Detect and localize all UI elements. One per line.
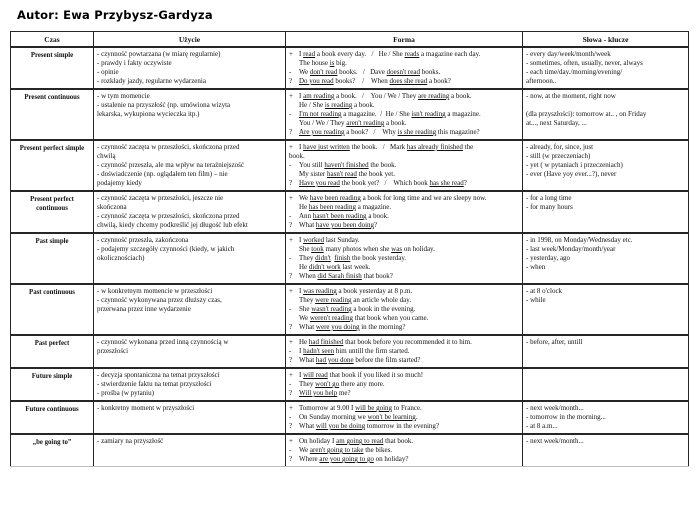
table-row xyxy=(11,47,689,89)
forma-line xyxy=(289,110,519,119)
underlined-phrase: didn't xyxy=(315,254,331,262)
underlined-phrase: reads xyxy=(404,50,420,58)
underlined-phrase: finish xyxy=(334,254,351,262)
underlined-phrase: aren't going to take xyxy=(309,446,364,454)
forma-sign: + xyxy=(289,194,293,202)
forma-text: They didn't finish the book yesterday. xyxy=(299,254,407,262)
forma-sign: + xyxy=(289,92,293,100)
keyword-line: - sometimes, often, usually, never, always xyxy=(526,59,643,67)
forma-sign: + xyxy=(289,143,293,151)
forma-line xyxy=(289,422,519,431)
underlined-phrase: read xyxy=(303,50,316,58)
keywords-cell xyxy=(523,284,689,335)
usage-line: - podajemy szczegóły czynności (kiedy, w jakich xyxy=(97,245,235,253)
forma-text: What have you been doing? xyxy=(299,221,378,229)
usage-line: - czynność zaczęta w przeszłości, skończona przed xyxy=(97,143,240,151)
forma-sign: ? xyxy=(289,389,293,397)
keyword-line: - every day/week/month/week xyxy=(526,50,611,58)
forma-line xyxy=(289,245,519,254)
underlined-phrase: I'm not reading xyxy=(299,110,342,118)
underlined-phrase: worked xyxy=(303,236,325,244)
forma-sign: + xyxy=(289,404,293,412)
usage-line: - decyzja spontaniczna na temat przyszłości xyxy=(97,371,220,379)
forma-text: Have you read the book yet? / Which book has she read? xyxy=(299,179,467,187)
forma-sign: - xyxy=(289,347,292,355)
forma-line xyxy=(289,236,519,245)
forma-text: When did Sarah finish that book? xyxy=(299,272,393,280)
underlined-phrase: have been reading xyxy=(309,194,361,202)
forma-sign: + xyxy=(289,50,293,58)
forma-line xyxy=(289,323,519,332)
forma-text: On Sunday morning we won't be learning. xyxy=(299,413,418,421)
forma-sign: - xyxy=(289,254,292,262)
column-header-czas: Czas xyxy=(11,32,94,48)
usage-line: - rozkłady jazdy, regularne wydarzenia xyxy=(97,77,206,85)
table-row xyxy=(11,191,689,233)
forma-cell xyxy=(286,368,523,401)
keyword-line: at..., next Saturday, ... xyxy=(526,119,587,127)
forma-line xyxy=(289,101,519,110)
forma-line xyxy=(289,287,519,296)
keyword-line: - now, at the moment, right now xyxy=(526,92,616,100)
keyword-line: - already, for, since, just xyxy=(526,143,594,151)
usage-line: - prośba (w pytaniu) xyxy=(97,389,154,397)
underlined-phrase: hadn't seen xyxy=(303,347,335,355)
keyword-line: - at 8 o'clock xyxy=(526,287,563,295)
underlined-phrase: will read xyxy=(303,371,328,379)
forma-text: Ann hasn't been reading a book. xyxy=(299,212,389,220)
underlined-phrase: wasn't reading xyxy=(311,305,352,313)
keyword-line: - yet ( w pytaniach i przeczeniach) xyxy=(526,161,623,169)
keyword-line: - when xyxy=(526,263,546,271)
forma-sign: ? xyxy=(289,323,293,331)
forma-text: We have been reading a book for long time and we are sleepy now. xyxy=(299,194,487,202)
forma-cell xyxy=(286,284,523,335)
forma-text: I hadn't seen him untill the firm started. xyxy=(299,347,410,355)
forma-text: Will you help me? xyxy=(299,389,351,397)
forma-sign: - xyxy=(289,413,292,421)
underlined-phrase: isn't reading xyxy=(411,110,446,118)
tense-cell: Present perfect continuous xyxy=(11,191,94,233)
forma-line xyxy=(289,356,519,365)
column-header-uzycie: Użycie xyxy=(94,32,286,48)
forma-line xyxy=(289,203,519,212)
forma-text: I will read that book if you liked it so much! xyxy=(299,371,424,379)
table-body xyxy=(11,47,689,467)
forma-sign: + xyxy=(289,371,293,379)
underlined-phrase: is xyxy=(329,59,335,67)
forma-text: I'm not reading a magazine. / He / She isn't reading a magazine. xyxy=(299,110,481,118)
keywords-cell xyxy=(523,233,689,284)
forma-text: He has been reading a magazine. xyxy=(299,203,392,211)
keywords-cell xyxy=(523,335,689,368)
usage-cell xyxy=(94,401,286,434)
tense-cell: „be going to” xyxy=(11,434,94,467)
forma-text: They won't go there any more. xyxy=(299,380,385,388)
forma-sign: - xyxy=(289,110,292,118)
forma-line xyxy=(289,347,519,356)
forma-text: We aren't going to take the bikes. xyxy=(299,446,393,454)
underlined-phrase: am reading xyxy=(303,92,335,100)
usage-line: przeszłości xyxy=(97,347,129,355)
forma-sign: - xyxy=(289,161,292,169)
forma-line xyxy=(289,338,519,347)
usage-cell xyxy=(94,335,286,368)
underlined-phrase: was xyxy=(391,245,403,253)
forma-line xyxy=(289,371,519,380)
underlined-phrase: won't go xyxy=(315,380,340,388)
forma-text: What will you be doing tomorrow in the evening? xyxy=(299,422,439,430)
forma-sign: - xyxy=(289,305,292,313)
forma-line xyxy=(289,263,519,272)
keywords-cell xyxy=(523,191,689,233)
table-row xyxy=(11,233,689,284)
forma-text: Do you read books? / When does she read a book? xyxy=(299,77,451,85)
column-header-slowa-klucze: Słowa - klucze xyxy=(523,32,689,48)
usage-line: - prawdy i fakty oczywiste xyxy=(97,59,172,67)
tense-table xyxy=(10,31,689,467)
underlined-phrase: has been reading xyxy=(308,203,356,211)
forma-text: I worked last Sunday. xyxy=(299,236,360,244)
usage-cell xyxy=(94,368,286,401)
forma-line xyxy=(289,50,519,59)
underlined-phrase: has she read xyxy=(429,179,464,187)
usage-line: skończona xyxy=(97,203,127,211)
forma-sign: + xyxy=(289,338,293,346)
underlined-phrase: hasn't been reading xyxy=(312,212,367,220)
forma-line xyxy=(289,380,519,389)
usage-line: - stwierdzenie faktu na temat przyszłości xyxy=(97,380,212,388)
forma-sign: ? xyxy=(289,77,293,85)
forma-sign: + xyxy=(289,287,293,295)
forma-line xyxy=(289,212,519,221)
forma-text: Are you reading a book? / Why is she reading this magazine? xyxy=(299,128,480,136)
forma-line xyxy=(289,272,519,281)
underlined-phrase: took xyxy=(311,245,324,253)
forma-cell xyxy=(286,401,523,434)
forma-text: You still haven't finished the book. xyxy=(299,161,397,169)
table-header-row xyxy=(11,32,689,48)
forma-line xyxy=(289,128,519,137)
forma-sign: ? xyxy=(289,179,293,187)
keyword-line: - next week/month... xyxy=(526,437,584,445)
keyword-line: - last week/Monday/month/year xyxy=(526,245,616,253)
underlined-phrase: have you been doing xyxy=(315,221,375,229)
tense-cell: Present continuous xyxy=(11,89,94,140)
forma-text: Tomorrow at 9.00 I will be going to France. xyxy=(299,404,422,412)
forma-cell xyxy=(286,335,523,368)
keyword-line xyxy=(526,101,685,110)
underlined-phrase: am going to read xyxy=(336,437,384,445)
keywords-cell xyxy=(523,401,689,434)
tense-cell: Future simple xyxy=(11,368,94,401)
usage-line: lekarska, wykupiona wycieczka itp.) xyxy=(97,110,200,118)
keywords-cell xyxy=(523,434,689,467)
forma-text: What were you doing in the morning? xyxy=(299,323,406,331)
underlined-phrase: is she reading xyxy=(397,128,437,136)
forma-line xyxy=(289,77,519,86)
forma-text: The house is big. xyxy=(299,59,347,67)
forma-line xyxy=(289,437,519,446)
tense-cell: Past perfect xyxy=(11,335,94,368)
forma-line xyxy=(289,389,519,398)
forma-text: He didn't work last week. xyxy=(299,263,371,271)
forma-line xyxy=(289,194,519,203)
keyword-line: - at 8 a.m... xyxy=(526,422,558,430)
usage-line: - zamiary na przyszłość xyxy=(97,437,164,445)
keywords-cell xyxy=(523,368,689,401)
keywords-cell xyxy=(523,140,689,191)
forma-text: She took many photos when she was on holiday. xyxy=(299,245,435,253)
usage-cell xyxy=(94,140,286,191)
usage-line: - opinie xyxy=(97,68,119,76)
usage-cell xyxy=(94,89,286,140)
forma-text: We don't read books. / Dave doesn't read books. xyxy=(299,68,441,76)
forma-sign: ? xyxy=(289,272,293,280)
underlined-phrase: will you be doing xyxy=(315,422,366,430)
forma-line xyxy=(289,221,519,230)
keyword-line: - for many hours xyxy=(526,203,573,211)
keyword-line: - each time/day./morning/evening/ xyxy=(526,68,623,76)
forma-sign: ? xyxy=(289,221,293,229)
keyword-line: - still (w przeczeniach) xyxy=(526,152,591,160)
underlined-phrase: doesn't read xyxy=(386,68,420,76)
underlined-phrase: hasn't read xyxy=(327,170,357,178)
usage-line: - w konkretnym momencie w przeszłości xyxy=(97,287,213,295)
tense-cell: Future continuous xyxy=(11,401,94,434)
usage-line: - czynność wykonana przed inną czynnością w xyxy=(97,338,229,346)
usage-cell xyxy=(94,47,286,89)
underlined-phrase: Will you help xyxy=(299,389,338,397)
forma-sign: ? xyxy=(289,455,293,463)
usage-line: - w tym momencie xyxy=(97,92,150,100)
forma-line xyxy=(289,413,519,422)
forma-text: She wasn't reading a book in the evening. xyxy=(299,305,416,313)
underlined-phrase: Have you read xyxy=(299,179,340,187)
forma-text: book. xyxy=(289,152,305,160)
underlined-phrase: did Sarah finish xyxy=(317,272,362,280)
forma-sign: ? xyxy=(289,422,293,430)
forma-line xyxy=(289,296,519,305)
keyword-line: - for a long time xyxy=(526,194,572,202)
forma-line xyxy=(289,254,519,263)
forma-text: I was reading a book yesterday at 8 p.m. xyxy=(299,287,413,295)
forma-cell xyxy=(286,47,523,89)
forma-line xyxy=(289,92,519,101)
usage-line: przerwana przez inne wydarzenie xyxy=(97,305,191,313)
forma-text: They were reading an article whole day. xyxy=(299,296,412,304)
table-row xyxy=(11,284,689,335)
forma-text: What had you done before the film started? xyxy=(299,356,421,364)
keyword-line: - yesterday, ago xyxy=(526,254,571,262)
tense-cell: Present perfect simple xyxy=(11,140,94,191)
underlined-phrase: haven't finished xyxy=(324,161,369,169)
forma-text: I read a book every day. / He / She reads a magazine each day. xyxy=(299,50,481,58)
keyword-line: - next week/month... xyxy=(526,404,584,412)
usage-line: okolicznościach) xyxy=(97,254,145,262)
table-row xyxy=(11,368,689,401)
underlined-phrase: Are you reading xyxy=(299,128,345,136)
usage-line: - czynność zaczęta w przeszłości, jeszcze nie xyxy=(97,194,224,202)
forma-line xyxy=(289,314,519,323)
underlined-phrase: are reading xyxy=(417,92,450,100)
underlined-phrase: was reading xyxy=(303,287,337,295)
forma-sign: - xyxy=(289,212,292,220)
forma-cell xyxy=(286,434,523,467)
forma-cell xyxy=(286,140,523,191)
usage-line: chwilą xyxy=(97,152,116,160)
underlined-phrase: does she read xyxy=(389,77,428,85)
forma-text: I have just written the book. / Mark has already finished the xyxy=(299,143,474,151)
usage-cell xyxy=(94,191,286,233)
forma-sign: + xyxy=(289,236,293,244)
tense-cell: Present simple xyxy=(11,47,94,89)
forma-text: Where are you going to go on holiday? xyxy=(299,455,409,463)
usage-cell xyxy=(94,233,286,284)
forma-line xyxy=(289,404,519,413)
underlined-phrase: were you doing xyxy=(315,323,360,331)
keyword-line: - tomorrow in the morning... xyxy=(526,413,606,421)
table-row xyxy=(11,335,689,368)
tense-cell: Past simple xyxy=(11,233,94,284)
underlined-phrase: weren't reading xyxy=(309,314,353,322)
underlined-phrase: Do you read xyxy=(299,77,334,85)
underlined-phrase: don't read xyxy=(309,68,338,76)
underlined-phrase: has already finished xyxy=(406,143,463,151)
forma-line xyxy=(289,119,519,128)
forma-sign: - xyxy=(289,380,292,388)
keyword-line: (dla przyszłości): tomorrow at.. , on Friday xyxy=(526,110,647,118)
table-row xyxy=(11,401,689,434)
forma-line xyxy=(289,170,519,179)
forma-line xyxy=(289,455,519,464)
usage-line: - czynność przeszła, ale ma wpływ na teraźniejszość xyxy=(97,161,244,169)
forma-text: On holiday I am going to read that book. xyxy=(299,437,414,445)
forma-line xyxy=(289,152,519,161)
forma-sign: ? xyxy=(289,128,293,136)
usage-line: - doświadczenie (np. oglądałem ten film) – nie xyxy=(97,170,228,178)
usage-line: - czynność przeszła, zakończona xyxy=(97,236,189,244)
keyword-line: - while xyxy=(526,296,546,304)
forma-text: My sister hasn't read the book yet. xyxy=(299,170,395,178)
usage-line: - czynność wykonywana przez dłuższy czas, xyxy=(97,296,222,304)
underlined-phrase: have just written xyxy=(303,143,350,151)
forma-cell xyxy=(286,191,523,233)
forma-line xyxy=(289,68,519,77)
keywords-cell xyxy=(523,89,689,140)
forma-sign: - xyxy=(289,68,292,76)
forma-line xyxy=(289,179,519,188)
underlined-phrase: won't be learning xyxy=(367,413,416,421)
keywords-cell xyxy=(523,47,689,89)
forma-text: He had finished that book before you recommended it to him. xyxy=(299,338,472,346)
underlined-phrase: is reading xyxy=(324,101,353,109)
keyword-line: - before, after, untill xyxy=(526,338,583,346)
usage-line: - czynność powtarzana (w miarę regularnie) xyxy=(97,50,221,58)
forma-text: He / She is reading a book. xyxy=(299,101,375,109)
underlined-phrase: aren't reading xyxy=(346,119,385,127)
forma-line xyxy=(289,59,519,68)
forma-sign: + xyxy=(289,437,293,445)
page-title: Autor: Ewa Przybysz-Gardyza xyxy=(17,8,213,22)
forma-cell xyxy=(286,89,523,140)
forma-line xyxy=(289,446,519,455)
usage-line: - konkretny moment w przyszłości xyxy=(97,404,195,412)
table-row xyxy=(11,89,689,140)
keyword-line: - ever (Have yoy ever...?), never xyxy=(526,170,617,178)
table-row xyxy=(11,434,689,467)
forma-line xyxy=(289,305,519,314)
keyword-line: afternoon.. xyxy=(526,77,557,85)
underlined-phrase: were reading xyxy=(315,296,352,304)
usage-cell xyxy=(94,434,286,467)
usage-cell xyxy=(94,284,286,335)
tense-cell: Past continuous xyxy=(11,284,94,335)
forma-line xyxy=(289,143,519,152)
forma-text: We weren't reading that book when you came. xyxy=(299,314,429,322)
forma-cell xyxy=(286,233,523,284)
forma-sign: - xyxy=(289,446,292,454)
forma-text: I am reading a book. / You / We / They are reading a book. xyxy=(299,92,472,100)
keyword-line: - in 1998, on Monday/Wednesday etc. xyxy=(526,236,633,244)
forma-sign: ? xyxy=(289,356,293,364)
column-header-forma: Forma xyxy=(286,32,523,48)
usage-line: - czynność zaczęta w przeszłości, skończona przed xyxy=(97,212,240,220)
underlined-phrase: didn't work xyxy=(308,263,341,271)
usage-line: chwilą, kiedy chcemy podkreślić jej długość lub efekt xyxy=(97,221,248,229)
underlined-phrase: had finished xyxy=(308,338,344,346)
usage-line: podajemy kiedy xyxy=(97,179,142,187)
usage-line: - ustalenie na przyszłość (np. umówiona wizyta xyxy=(97,101,231,109)
forma-text: You / We / They aren't reading a book. xyxy=(299,119,407,127)
table-row xyxy=(11,140,689,191)
forma-line xyxy=(289,161,519,170)
underlined-phrase: are you going to go xyxy=(319,455,374,463)
underlined-phrase: will be going xyxy=(355,404,393,412)
underlined-phrase: had you done xyxy=(315,356,354,364)
